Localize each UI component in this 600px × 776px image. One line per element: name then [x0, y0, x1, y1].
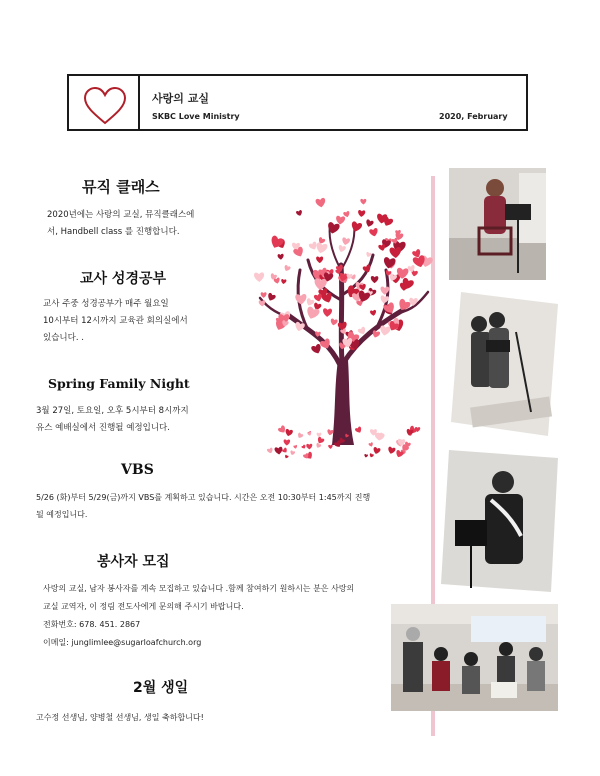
heart-leaf-icon: [327, 429, 334, 436]
heart-leaf-icon: [370, 310, 377, 317]
heart-leaf-icon: [274, 447, 283, 455]
newsletter-header: [67, 74, 528, 131]
header-subtitle: SKBC Love Ministry: [152, 112, 240, 121]
heart-leaf-icon: [315, 242, 328, 254]
vbs-line-2: 될 예정입니다.: [36, 510, 88, 519]
teacher-study-heading: 교사 성경공부: [80, 271, 167, 287]
heart-leaf-icon: [355, 426, 363, 434]
heart-leaf-icon: [317, 433, 322, 438]
heart-leaf-icon: [372, 447, 380, 455]
teacher-line-3: 있습니다. .: [43, 333, 84, 343]
music-class-heading: 뮤직 클래스: [82, 178, 160, 196]
heart-leaf-icon: [341, 237, 350, 246]
heart-leaf-icon: [267, 447, 274, 454]
birthday-heading: 2월 생일: [133, 680, 189, 696]
volunteer-phone: 전화번호: 678. 451. 2867: [43, 620, 141, 629]
tree-trunk: [260, 225, 428, 445]
spring-line-2: 유스 예배실에서 진행될 예정입니다.: [36, 423, 170, 433]
heart-leaf-icon: [315, 443, 321, 449]
heart-leaf-icon: [261, 292, 267, 298]
heart-leaf-icon: [281, 279, 287, 284]
heart-leaf-icon: [369, 228, 379, 238]
heart-leaf-icon: [254, 272, 265, 282]
heart-leaf-icon: [290, 450, 296, 455]
heart-leaf-icon: [282, 447, 289, 454]
music-class-text: [47, 207, 194, 241]
heart-leaf-icon: [305, 298, 315, 307]
heart-leaf-icon: [283, 265, 291, 273]
heart-leaf-icon: [266, 292, 276, 302]
volunteer-line-1: 사랑의 교실, 남자 봉사자를 계속 모집하고 있습니다 .함께 참여하기 원하시는 분은 사랑의: [43, 584, 355, 593]
tree-hearts: [254, 198, 433, 356]
volunteer-line-2: 교실 교역자, 이 정림 전도사에게 문의해 주시기 바랍니다.: [43, 602, 244, 611]
heart-leaf-icon: [383, 257, 396, 270]
heart-leaf-icon: [387, 446, 396, 454]
birthday-text: 고수정 선생님, 양병철 선생님, 생일 축하합니다!: [36, 713, 204, 722]
heart-leaf-icon: [297, 432, 304, 439]
heart-leaf-icon: [306, 444, 312, 450]
heart-leaf-icon: [293, 445, 298, 449]
music-line-1: 2020년에는 사랑의 교실, 뮤직클래스에: [47, 210, 195, 220]
heart-leaf-icon: [350, 221, 363, 233]
vbs-heading: VBS: [121, 462, 154, 478]
heart-leaf-icon: [369, 453, 374, 458]
heart-outline-icon: [83, 86, 127, 126]
spring-line-1: 3월 27일, 토요일, 오후 5시부터 8시까지: [36, 406, 189, 416]
heart-leaf-icon: [295, 294, 307, 305]
heart-leaf-icon: [284, 429, 293, 437]
teacher-line-2: 10시부터 12시까지 교육관 회의실에서: [43, 316, 188, 326]
photo-handbell-performer: [449, 168, 546, 280]
spring-family-night-heading: Spring Family Night: [48, 376, 190, 391]
heart-leaf-icon: [323, 308, 333, 317]
volunteer-email: 이메일: junglimlee@sugarloafchurch.org: [43, 638, 202, 647]
volunteer-text: [43, 580, 428, 652]
heart-leaf-icon: [277, 254, 284, 260]
vbs-text: [36, 489, 426, 523]
volunteer-heading: 봉사자 모집: [97, 554, 170, 570]
heart-leaf-icon: [364, 454, 368, 458]
heart-leaf-icon: [371, 276, 379, 283]
heart-leaf-icon: [284, 455, 289, 460]
heart-leaf-icon: [328, 445, 333, 449]
heart-leaf-icon: [368, 442, 373, 447]
heart-leaf-icon: [269, 235, 285, 250]
heart-leaf-icon: [365, 219, 374, 228]
spring-family-night-text: [36, 403, 189, 437]
heart-leaf-icon: [337, 245, 346, 253]
heart-leaf-icon: [358, 210, 366, 217]
heart-leaf-icon: [330, 318, 338, 326]
music-line-2: 서, Handbell class 를 진행합니다.: [47, 227, 180, 237]
photo-young-performer: [441, 450, 558, 592]
heart-leaf-icon: [360, 199, 366, 205]
heart-leaf-icon: [335, 216, 345, 225]
heart-leaf-icon: [326, 222, 340, 235]
heart-leaf-icon: [380, 295, 390, 304]
header-divider: [138, 76, 140, 131]
heart-leaf-icon: [296, 210, 303, 217]
heart-leaf-icon: [283, 439, 290, 445]
teacher-line-1: 교사 주중 성경공부가 매주 월요일: [43, 299, 169, 309]
heart-tree-illustration: [248, 190, 438, 470]
photo-two-performers: [451, 292, 558, 436]
teacher-study-text: [43, 296, 188, 347]
heart-leaf-icon: [277, 425, 287, 435]
vbs-line-1: 5/26 (화)부터 5/29(금)까지 VBS를 계획하고 있습니다. 시간은 오전 10:30부터 1:45까지 진행: [36, 493, 371, 502]
header-date: 2020, February: [439, 112, 508, 121]
photo-birthday-group: [391, 604, 558, 711]
heart-leaf-icon: [315, 198, 326, 209]
heart-leaf-icon: [316, 256, 323, 263]
header-title: 사랑의 교실: [152, 92, 209, 105]
heart-leaf-icon: [379, 325, 391, 336]
heart-leaf-icon: [365, 252, 372, 258]
